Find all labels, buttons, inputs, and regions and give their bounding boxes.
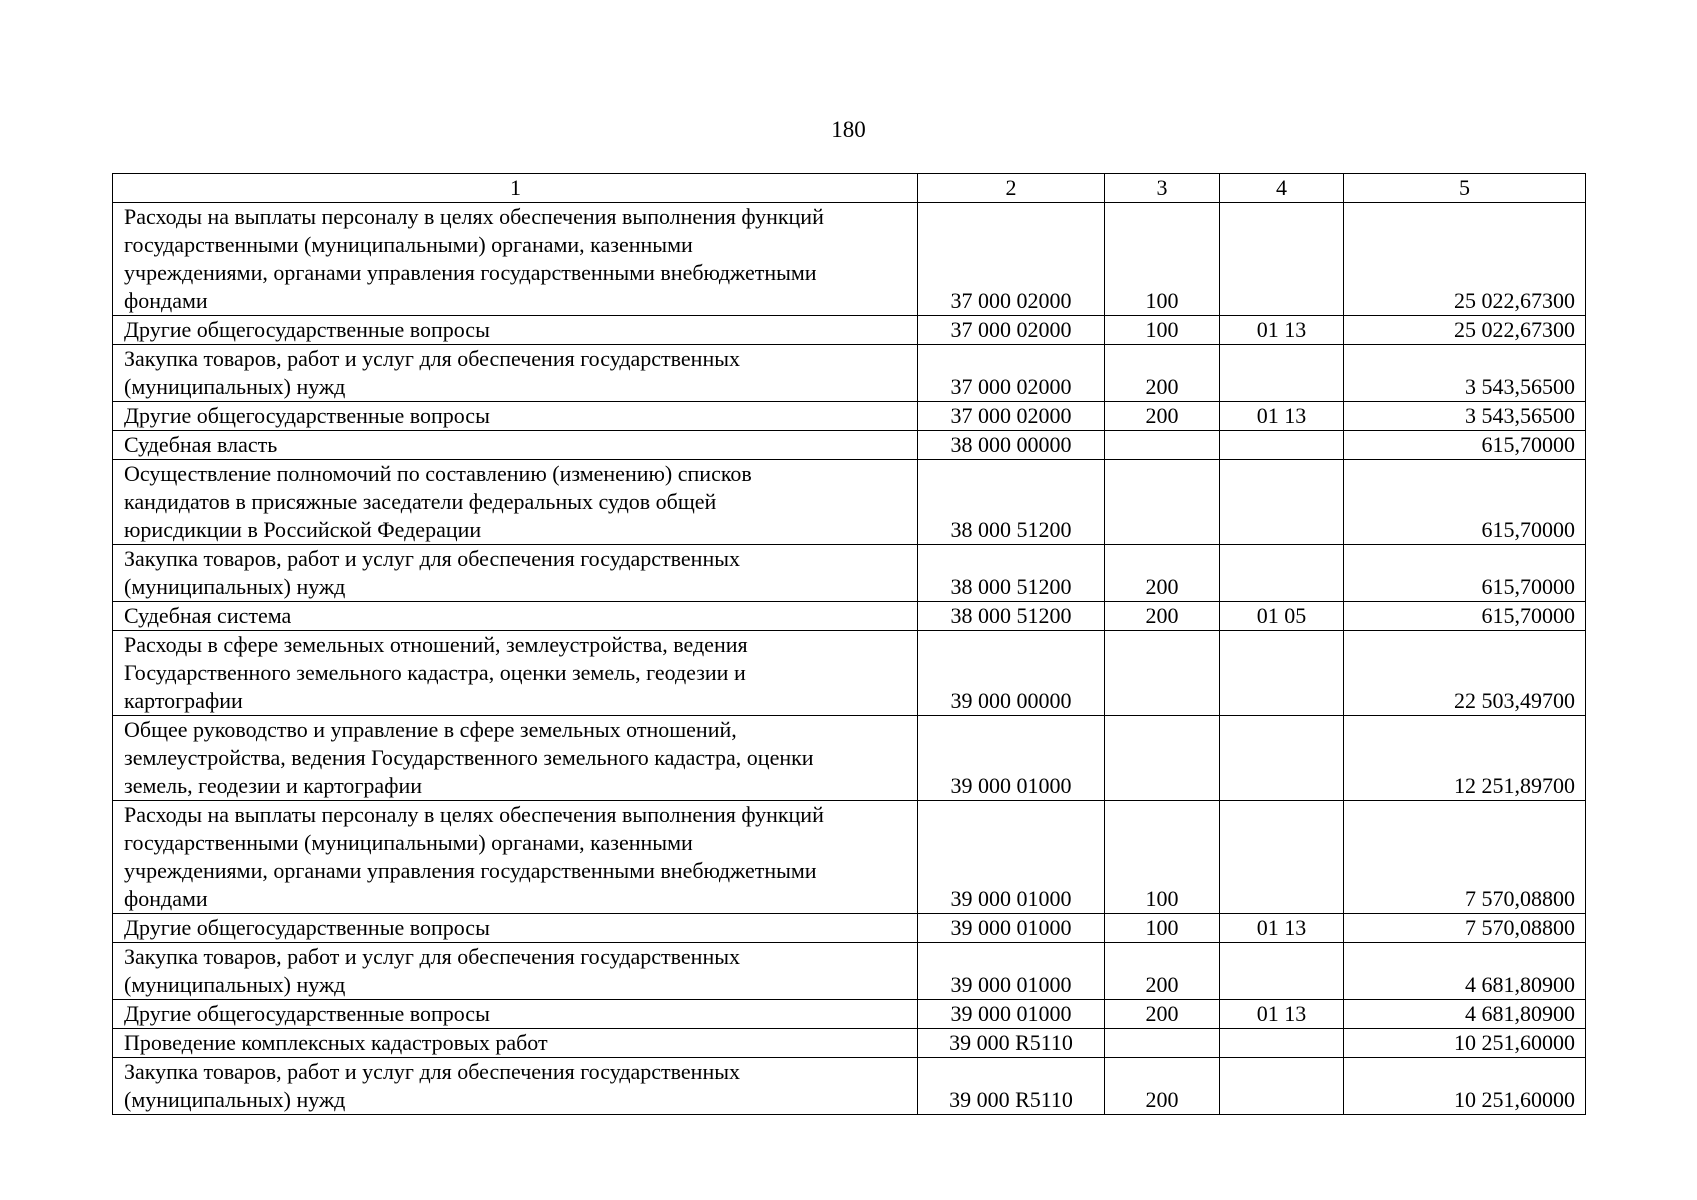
row-code-cell: 37 000 02000 bbox=[918, 345, 1105, 402]
row-code-cell: 38 000 00000 bbox=[918, 431, 1105, 460]
row-name-cell bbox=[113, 460, 918, 545]
row-code-cell: 39 000 01000 bbox=[918, 1000, 1105, 1029]
column-header-3: 3 bbox=[1105, 174, 1220, 203]
row-type-cell: 200 bbox=[1105, 402, 1220, 431]
row-name-cell bbox=[113, 1029, 918, 1058]
row-amount-cell: 22 503,49700 bbox=[1344, 631, 1586, 716]
row-name-cell bbox=[113, 914, 918, 943]
row-name-line: фондами bbox=[124, 288, 208, 313]
row-code-cell: 39 000 01000 bbox=[918, 943, 1105, 1000]
row-type-cell bbox=[1105, 460, 1220, 545]
table-row bbox=[113, 716, 1586, 801]
row-name-line: Государственного земельного кадастра, оценки земель, геодезии и bbox=[124, 660, 746, 685]
row-type-cell bbox=[1105, 431, 1220, 460]
row-type-cell: 200 bbox=[1105, 1000, 1220, 1029]
row-type-cell: 100 bbox=[1105, 316, 1220, 345]
row-name-line: Закупка товаров, работ и услуг для обеспечения государственных bbox=[124, 346, 741, 371]
row-name-line: Судебная власть bbox=[124, 432, 278, 457]
table-row bbox=[113, 316, 1586, 345]
row-type-cell: 200 bbox=[1105, 345, 1220, 402]
row-amount-cell: 4 681,80900 bbox=[1344, 1000, 1586, 1029]
row-name-line: Осуществление полномочий по составлению (изменению) списков bbox=[124, 461, 752, 486]
row-code-cell: 38 000 51200 bbox=[918, 460, 1105, 545]
row-type-cell: 200 bbox=[1105, 545, 1220, 602]
row-name-cell bbox=[113, 602, 918, 631]
row-code-cell: 37 000 02000 bbox=[918, 316, 1105, 345]
row-amount-cell: 4 681,80900 bbox=[1344, 943, 1586, 1000]
row-name-line: Закупка товаров, работ и услуг для обеспечения государственных bbox=[124, 546, 741, 571]
page-number: 180 bbox=[831, 117, 866, 142]
row-name-line: Другие общегосударственные вопросы bbox=[124, 403, 490, 428]
row-type-cell bbox=[1105, 1029, 1220, 1058]
row-name-line: Другие общегосударственные вопросы bbox=[124, 1001, 490, 1026]
row-section-cell bbox=[1220, 631, 1344, 716]
row-name-line: государственными (муниципальными) органами, казенными bbox=[124, 232, 693, 257]
row-name-cell bbox=[113, 203, 918, 316]
row-section-cell: 01 13 bbox=[1220, 316, 1344, 345]
row-name-cell bbox=[113, 345, 918, 402]
row-code-cell: 39 000 R5110 bbox=[918, 1029, 1105, 1058]
row-code-cell: 39 000 R5110 bbox=[918, 1058, 1105, 1115]
row-section-cell: 01 13 bbox=[1220, 402, 1344, 431]
row-name-line: учреждениями, органами управления государственными внебюджетными bbox=[124, 260, 817, 285]
row-amount-cell: 10 251,60000 bbox=[1344, 1058, 1586, 1115]
row-name-cell bbox=[113, 316, 918, 345]
row-name-cell bbox=[113, 1000, 918, 1029]
row-name-line: юрисдикции в Российской Федерации bbox=[124, 517, 482, 542]
row-name-line: Расходы на выплаты персоналу в целях обеспечения выполнения функций bbox=[124, 204, 824, 229]
row-name-line: земель, геодезии и картографии bbox=[124, 773, 422, 798]
row-section-cell: 01 13 bbox=[1220, 1000, 1344, 1029]
row-name-cell bbox=[113, 402, 918, 431]
row-amount-cell: 25 022,67300 bbox=[1344, 316, 1586, 345]
table-row bbox=[113, 602, 1586, 631]
row-name-line: Закупка товаров, работ и услуг для обеспечения государственных bbox=[124, 1059, 741, 1084]
row-name-line: кандидатов в присяжные заседатели федеральных судов общей bbox=[124, 489, 717, 514]
table-row bbox=[113, 1029, 1586, 1058]
row-section-cell bbox=[1220, 716, 1344, 801]
row-name-line: Расходы в сфере земельных отношений, землеустройства, ведения bbox=[124, 632, 748, 657]
row-section-cell bbox=[1220, 345, 1344, 402]
row-amount-cell: 3 543,56500 bbox=[1344, 402, 1586, 431]
row-amount-cell: 10 251,60000 bbox=[1344, 1029, 1586, 1058]
row-name-line: Расходы на выплаты персоналу в целях обеспечения выполнения функций bbox=[124, 802, 824, 827]
table-row bbox=[113, 402, 1586, 431]
row-section-cell: 01 13 bbox=[1220, 914, 1344, 943]
row-name-cell bbox=[113, 431, 918, 460]
row-section-cell bbox=[1220, 943, 1344, 1000]
column-header-4: 4 bbox=[1220, 174, 1344, 203]
table-row bbox=[113, 545, 1586, 602]
row-name-line: (муниципальных) нужд bbox=[124, 374, 346, 399]
row-amount-cell: 7 570,08800 bbox=[1344, 914, 1586, 943]
row-section-cell: 01 05 bbox=[1220, 602, 1344, 631]
row-name-line: учреждениями, органами управления государственными внебюджетными bbox=[124, 858, 817, 883]
row-type-cell bbox=[1105, 631, 1220, 716]
row-section-cell bbox=[1220, 431, 1344, 460]
row-section-cell bbox=[1220, 460, 1344, 545]
row-name-line: Судебная система bbox=[124, 603, 292, 628]
row-type-cell: 100 bbox=[1105, 914, 1220, 943]
row-amount-cell: 7 570,08800 bbox=[1344, 801, 1586, 914]
row-name-line: государственными (муниципальными) органами, казенными bbox=[124, 830, 693, 855]
row-code-cell: 37 000 02000 bbox=[918, 402, 1105, 431]
table-header-row bbox=[113, 174, 1586, 203]
row-section-cell bbox=[1220, 1058, 1344, 1115]
row-name-line: Общее руководство и управление в сфере земельных отношений, bbox=[124, 717, 737, 742]
row-amount-cell: 25 022,67300 bbox=[1344, 203, 1586, 316]
row-code-cell: 37 000 02000 bbox=[918, 203, 1105, 316]
row-name-line: землеустройства, ведения Государственного земельного кадастра, оценки bbox=[124, 745, 814, 770]
row-section-cell bbox=[1220, 1029, 1344, 1058]
row-amount-cell: 615,70000 bbox=[1344, 545, 1586, 602]
row-name-line: картографии bbox=[124, 688, 243, 713]
row-type-cell: 200 bbox=[1105, 1058, 1220, 1115]
table-row bbox=[113, 943, 1586, 1000]
row-name-line: Закупка товаров, работ и услуг для обеспечения государственных bbox=[124, 944, 741, 969]
table-row bbox=[113, 1058, 1586, 1115]
row-type-cell: 200 bbox=[1105, 943, 1220, 1000]
row-section-cell bbox=[1220, 203, 1344, 316]
row-code-cell: 39 000 01000 bbox=[918, 801, 1105, 914]
row-name-cell bbox=[113, 545, 918, 602]
row-amount-cell: 3 543,56500 bbox=[1344, 345, 1586, 402]
row-type-cell bbox=[1105, 716, 1220, 801]
row-code-cell: 38 000 51200 bbox=[918, 602, 1105, 631]
column-header-2: 2 bbox=[918, 174, 1105, 203]
row-name-line: (муниципальных) нужд bbox=[124, 972, 346, 997]
column-header-1: 1 bbox=[113, 174, 918, 203]
row-code-cell: 39 000 00000 bbox=[918, 631, 1105, 716]
row-code-cell: 39 000 01000 bbox=[918, 716, 1105, 801]
row-name-cell bbox=[113, 943, 918, 1000]
table-row bbox=[113, 1000, 1586, 1029]
row-type-cell: 100 bbox=[1105, 801, 1220, 914]
row-type-cell: 100 bbox=[1105, 203, 1220, 316]
budget-table-body bbox=[113, 174, 1586, 1115]
table-row bbox=[113, 801, 1586, 914]
table-row bbox=[113, 203, 1586, 316]
table-row bbox=[113, 460, 1586, 545]
budget-table bbox=[112, 173, 1586, 1115]
table-row bbox=[113, 631, 1586, 716]
row-name-line: Другие общегосударственные вопросы bbox=[124, 317, 490, 342]
row-name-line: (муниципальных) нужд bbox=[124, 1087, 346, 1112]
row-name-line: (муниципальных) нужд bbox=[124, 574, 346, 599]
table-row bbox=[113, 431, 1586, 460]
row-name-line: Другие общегосударственные вопросы bbox=[124, 915, 490, 940]
row-name-line: фондами bbox=[124, 886, 208, 911]
table-row bbox=[113, 345, 1586, 402]
row-name-line: Проведение комплексных кадастровых работ bbox=[124, 1030, 548, 1055]
row-amount-cell: 12 251,89700 bbox=[1344, 716, 1586, 801]
row-amount-cell: 615,70000 bbox=[1344, 602, 1586, 631]
row-name-cell bbox=[113, 631, 918, 716]
row-amount-cell: 615,70000 bbox=[1344, 431, 1586, 460]
column-header-5: 5 bbox=[1344, 174, 1586, 203]
row-section-cell bbox=[1220, 801, 1344, 914]
row-type-cell: 200 bbox=[1105, 602, 1220, 631]
row-name-cell bbox=[113, 1058, 918, 1115]
table-row bbox=[113, 914, 1586, 943]
row-name-cell bbox=[113, 716, 918, 801]
row-amount-cell: 615,70000 bbox=[1344, 460, 1586, 545]
row-code-cell: 39 000 01000 bbox=[918, 914, 1105, 943]
row-section-cell bbox=[1220, 545, 1344, 602]
row-name-cell bbox=[113, 801, 918, 914]
row-code-cell: 38 000 51200 bbox=[918, 545, 1105, 602]
